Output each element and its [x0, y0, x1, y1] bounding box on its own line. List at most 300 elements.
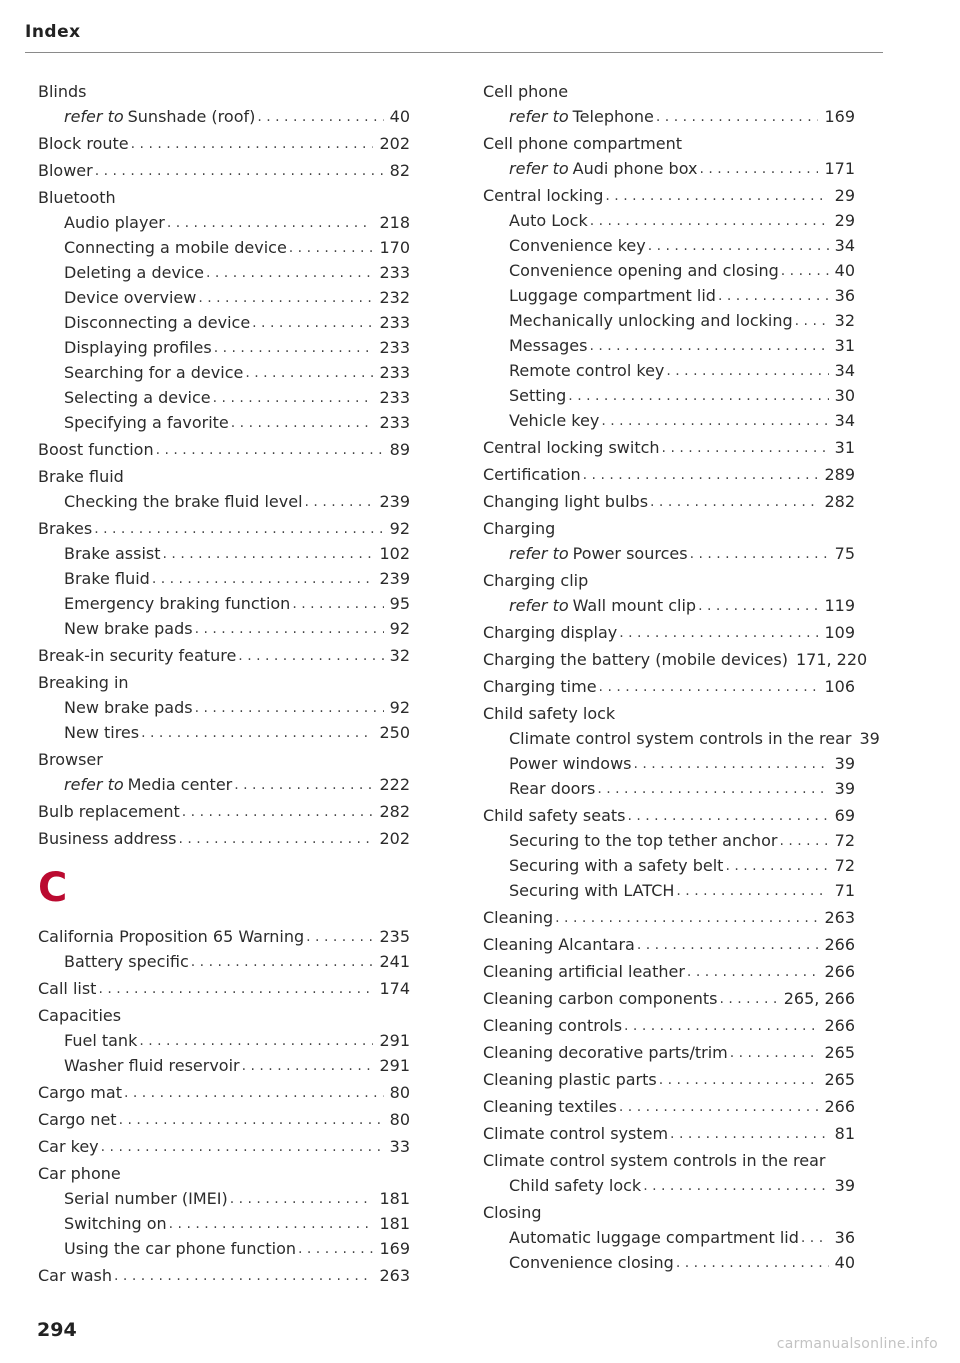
entry-text: Child safety lock — [483, 704, 616, 723]
index-heading — [38, 743, 410, 770]
entry-text: Vehicle key — [509, 411, 600, 430]
dot-leader — [101, 1137, 384, 1157]
index-subentry — [483, 281, 855, 306]
entry-page-number: 291 — [379, 1056, 410, 1075]
entry-text: Automatic luggage compartment lid — [509, 1228, 799, 1247]
entry-term — [483, 677, 597, 697]
index-column-left — [38, 75, 410, 1286]
watermark: carmanualsonline.info — [776, 1336, 938, 1352]
entry-term — [64, 492, 303, 512]
dot-leader — [656, 107, 819, 127]
entry-page-number: 36 — [834, 1228, 855, 1247]
index-entry — [38, 433, 410, 460]
entry-text: Audio player — [64, 213, 165, 232]
entry-term — [64, 263, 204, 283]
dot-leader — [230, 1189, 374, 1209]
section-letter — [38, 849, 410, 920]
entry-text: Auto Lock — [509, 211, 588, 230]
entry-term — [509, 236, 646, 256]
entry-text: Break-in security feature — [38, 646, 237, 665]
entry-term — [38, 1083, 122, 1103]
entry-term — [38, 1164, 121, 1184]
entry-text: Browser — [38, 750, 103, 769]
refer-to-label: refer to — [509, 107, 569, 126]
dot-leader — [662, 438, 829, 458]
entry-page-number: 31 — [834, 438, 855, 457]
page-number: 294 — [37, 1319, 77, 1341]
entry-term — [38, 829, 177, 849]
entry-page-number: 92 — [389, 619, 410, 638]
entry-text: New brake pads — [64, 698, 193, 717]
entry-text: Central locking switch — [483, 438, 660, 457]
entry-term — [38, 519, 92, 539]
index-entry — [483, 431, 855, 458]
index-entry — [483, 1117, 855, 1144]
index-entry — [38, 639, 410, 666]
entry-text: Rear doors — [509, 779, 596, 798]
entry-page-number: 39 — [834, 1176, 855, 1195]
entry-term — [64, 288, 196, 308]
entry-term — [38, 188, 116, 208]
index-heading — [483, 75, 855, 102]
index-entry — [483, 616, 855, 643]
entry-page-number: 34 — [834, 361, 855, 380]
entry-term — [38, 1006, 121, 1026]
entry-term — [509, 311, 793, 331]
entry-text: Fuel tank — [64, 1031, 138, 1050]
entry-term — [38, 134, 129, 154]
entry-text: Cleaning decorative parts/trim — [483, 1043, 728, 1062]
entry-term — [64, 363, 243, 383]
entry-text: Device overview — [64, 288, 197, 307]
entry-page-number: 29 — [834, 186, 855, 205]
entry-page-number: 282 — [379, 802, 410, 821]
entry-text: Child safety seats — [483, 806, 626, 825]
entry-text: Charging display — [483, 623, 618, 642]
entry-text: Power sources — [572, 544, 688, 563]
entry-text: Closing — [483, 1203, 542, 1222]
entry-term — [64, 952, 189, 972]
entry-text: Specifying a favorite — [64, 413, 229, 432]
index-subentry — [38, 283, 410, 308]
index-heading — [38, 1157, 410, 1184]
entry-text: Climate control system controls in the rear — [509, 729, 852, 748]
dot-leader — [779, 831, 828, 851]
entry-text: Luggage compartment lid — [509, 286, 716, 305]
entry-term — [38, 161, 93, 181]
dot-leader — [619, 1097, 819, 1117]
dot-leader — [634, 754, 829, 774]
entry-page-number: 119 — [824, 596, 855, 615]
entry-text: Charging — [483, 519, 556, 538]
entry-page-number: 75 — [834, 544, 855, 563]
dot-leader — [627, 806, 828, 826]
index-entry — [38, 127, 410, 154]
index-subentry — [38, 1026, 410, 1051]
entry-page-number: 80 — [389, 1083, 410, 1102]
dot-leader — [124, 1083, 384, 1103]
dot-leader — [182, 802, 374, 822]
entry-term — [64, 338, 212, 358]
index-subentry — [38, 233, 410, 258]
entry-page-number: 266 — [824, 962, 855, 981]
entry-term — [64, 1214, 167, 1234]
index-subentry — [483, 1248, 855, 1273]
entry-term — [64, 544, 161, 564]
entry-term — [509, 386, 566, 406]
entry-text: Serial number (IMEI) — [64, 1189, 228, 1208]
entry-term — [483, 1043, 728, 1063]
entry-term — [64, 213, 165, 233]
index-subentry — [38, 564, 410, 589]
dot-leader — [619, 623, 818, 643]
entry-page-number: 30 — [834, 386, 855, 405]
dot-leader — [152, 569, 374, 589]
entry-page-number: 72 — [834, 856, 855, 875]
dot-leader — [141, 723, 373, 743]
entry-term — [483, 465, 581, 485]
dot-leader — [719, 989, 777, 1009]
entry-term — [509, 107, 654, 127]
entry-term — [509, 211, 588, 231]
entry-text: Certification — [483, 465, 581, 484]
index-heading — [483, 697, 855, 724]
entry-term — [64, 107, 255, 127]
entry-text: Securing with LATCH — [509, 881, 675, 900]
entry-text: Brakes — [38, 519, 93, 538]
index-heading — [483, 512, 855, 539]
index-entry — [483, 901, 855, 928]
entry-text: Cleaning carbon components — [483, 989, 718, 1008]
entry-term — [38, 979, 96, 999]
refer-to-label: refer to — [64, 107, 124, 126]
dot-leader — [191, 952, 374, 972]
entry-text: Bluetooth — [38, 188, 116, 207]
index-subentry — [483, 774, 855, 799]
entry-page-number: 233 — [379, 313, 410, 332]
entry-page-number: 233 — [379, 338, 410, 357]
entry-text: Cargo net — [38, 1110, 117, 1129]
entry-text: Power windows — [509, 754, 632, 773]
dot-leader — [687, 962, 819, 982]
dot-leader — [601, 411, 828, 431]
dot-leader — [257, 107, 383, 127]
entry-text: Cleaning Alcantara — [483, 935, 635, 954]
dot-leader — [292, 594, 383, 614]
entry-term — [64, 1239, 296, 1259]
entry-text: Washer fluid reservoir — [64, 1056, 240, 1075]
dot-leader — [95, 161, 384, 181]
dot-leader — [231, 413, 374, 433]
entry-term — [483, 989, 717, 1009]
dot-leader — [676, 1253, 829, 1273]
entry-text: Child safety lock — [509, 1176, 642, 1195]
entry-text: Connecting a mobile device — [64, 238, 287, 257]
entry-term — [483, 623, 617, 643]
entry-term — [483, 571, 588, 591]
dot-leader — [690, 544, 829, 564]
index-subentry — [483, 876, 855, 901]
entry-term — [483, 1097, 617, 1117]
entry-text: Convenience opening and closing — [509, 261, 779, 280]
entry-text: Brake assist — [64, 544, 161, 563]
index-subentry — [38, 333, 410, 358]
entry-page-number: 233 — [379, 363, 410, 382]
index-entry — [38, 1103, 410, 1130]
entry-text: Switching on — [64, 1214, 167, 1233]
entry-term — [483, 82, 568, 102]
entry-term — [38, 927, 304, 947]
entry-term — [483, 806, 625, 826]
entry-page-number: 233 — [379, 388, 410, 407]
entry-page-number: 266 — [824, 935, 855, 954]
dot-leader — [670, 1124, 829, 1144]
dot-leader — [597, 779, 828, 799]
entry-term — [509, 779, 595, 799]
index-subentry — [38, 1209, 410, 1234]
entry-term — [38, 440, 154, 460]
entry-page-number: 239 — [379, 492, 410, 511]
entry-term — [483, 650, 788, 670]
entry-text: Charging the battery (mobile devices) — [483, 650, 788, 669]
entry-page-number: 39 — [834, 779, 855, 798]
index-entry — [38, 822, 410, 849]
entry-text: Block route — [38, 134, 129, 153]
refer-to-label: refer to — [509, 159, 569, 178]
dot-leader — [245, 363, 373, 383]
dot-leader — [795, 311, 829, 331]
entry-page-number: 239 — [379, 569, 410, 588]
entry-page-number: 233 — [379, 413, 410, 432]
entry-page-number: 289 — [824, 465, 855, 484]
refer-to-label: refer to — [64, 775, 124, 794]
dot-leader — [648, 236, 829, 256]
entry-page-number: 106 — [824, 677, 855, 696]
entry-page-number: 171, 220 — [795, 650, 868, 669]
entry-text: Cleaning plastic parts — [483, 1070, 657, 1089]
dot-leader — [163, 544, 374, 564]
entry-term — [64, 313, 250, 333]
index-column-right — [483, 75, 880, 1273]
entry-page-number: 202 — [379, 829, 410, 848]
dot-leader — [206, 263, 373, 283]
index-subentry — [483, 154, 855, 179]
index-entry — [483, 799, 855, 826]
entry-text: Cleaning textiles — [483, 1097, 617, 1116]
dot-leader — [589, 336, 828, 356]
dot-leader — [599, 677, 819, 697]
entry-page-number: 181 — [379, 1214, 410, 1233]
dot-leader — [139, 1031, 373, 1051]
dot-leader — [605, 186, 828, 206]
dot-leader — [213, 388, 374, 408]
index-entry — [483, 1090, 855, 1117]
dot-leader — [699, 159, 818, 179]
entry-text: Breaking in — [38, 673, 129, 692]
entry-page-number: 109 — [824, 623, 855, 642]
entry-text: Checking the brake fluid level — [64, 492, 303, 511]
entry-page-number: 218 — [379, 213, 410, 232]
dot-leader — [583, 465, 819, 485]
dot-leader — [289, 238, 374, 258]
entry-page-number: 31 — [834, 336, 855, 355]
dot-leader — [676, 881, 828, 901]
index-subentry — [483, 256, 855, 281]
dot-leader — [195, 619, 384, 639]
entry-term — [38, 1266, 112, 1286]
entry-page-number: 33 — [389, 1137, 410, 1156]
index-subentry — [38, 589, 410, 614]
entry-page-number: 266 — [824, 1097, 855, 1116]
index-heading — [38, 75, 410, 102]
entry-text: Business address — [38, 829, 177, 848]
entry-term — [64, 238, 287, 258]
entry-page-number: 291 — [379, 1031, 410, 1050]
index-subentry — [483, 306, 855, 331]
dot-leader — [725, 856, 828, 876]
dot-leader — [94, 519, 383, 539]
entry-page-number: 81 — [834, 1124, 855, 1143]
entry-term — [509, 159, 697, 179]
entry-page-number: 265, 266 — [783, 989, 855, 1008]
refer-to-label: refer to — [509, 544, 569, 563]
entry-page-number: 92 — [389, 519, 410, 538]
entry-term — [483, 935, 635, 955]
entry-term — [483, 1070, 657, 1090]
index-subentry — [483, 851, 855, 876]
entry-term — [38, 1137, 99, 1157]
index-entry — [483, 670, 855, 697]
entry-page-number: 34 — [834, 411, 855, 430]
entry-text: Cell phone — [483, 82, 569, 101]
dot-leader — [718, 286, 829, 306]
dot-leader — [555, 908, 818, 928]
entry-term — [509, 831, 777, 851]
index-subentry — [38, 1234, 410, 1259]
entry-term — [483, 1151, 825, 1171]
index-entry — [483, 643, 868, 670]
entry-page-number: 235 — [379, 927, 410, 946]
entry-text: Messages — [509, 336, 588, 355]
entry-text: Brake fluid — [64, 569, 150, 588]
entry-text: Battery specific — [64, 952, 189, 971]
entry-page-number: 32 — [389, 646, 410, 665]
index-subentry — [483, 539, 855, 564]
entry-text: Car wash — [38, 1266, 113, 1285]
index-entry — [38, 972, 410, 999]
entry-text: Mechanically unlocking and locking — [509, 311, 793, 330]
entry-page-number: 170 — [379, 238, 410, 257]
dot-leader — [801, 1228, 829, 1248]
entry-term — [483, 1124, 668, 1144]
entry-term — [509, 544, 688, 564]
entry-page-number: 265 — [824, 1070, 855, 1089]
dot-leader — [666, 361, 828, 381]
index-entry — [483, 1009, 855, 1036]
entry-text: Charging time — [483, 677, 597, 696]
index-entry — [483, 982, 855, 1009]
entry-term — [38, 673, 129, 693]
dot-leader — [242, 1056, 374, 1076]
entry-term — [509, 596, 696, 616]
entry-text: Remote control key — [509, 361, 665, 380]
index-heading — [38, 999, 410, 1026]
index-subentry — [38, 693, 410, 718]
entry-text: Setting — [509, 386, 567, 405]
entry-text: Convenience key — [509, 236, 646, 255]
dot-leader — [643, 1176, 828, 1196]
entry-page-number: 102 — [379, 544, 410, 563]
entry-term — [483, 1016, 622, 1036]
entry-term — [38, 802, 180, 822]
entry-text: California Proposition 65 Warning — [38, 927, 305, 946]
index-heading — [483, 1144, 855, 1171]
index-heading — [483, 127, 855, 154]
index-subentry — [483, 381, 855, 406]
entry-term — [38, 82, 87, 102]
entry-page-number: 80 — [389, 1110, 410, 1129]
entry-page-number: 263 — [379, 1266, 410, 1285]
entry-page-number: 40 — [834, 261, 855, 280]
index-entry — [483, 1036, 855, 1063]
entry-text: Brake fluid — [38, 467, 124, 486]
entry-page-number: 39 — [859, 729, 880, 748]
entry-term — [509, 754, 632, 774]
entry-text: Deleting a device — [64, 263, 204, 282]
entry-term — [483, 492, 648, 512]
dot-leader — [252, 313, 373, 333]
dot-leader — [114, 1266, 373, 1286]
entry-term — [509, 856, 723, 876]
entry-term — [483, 134, 682, 154]
entry-text: Wall mount clip — [572, 596, 697, 615]
dot-leader — [179, 829, 374, 849]
entry-text: Blower — [38, 161, 93, 180]
entry-term — [509, 1176, 641, 1196]
entry-text: Using the car phone function — [64, 1239, 296, 1258]
index-subentry — [38, 770, 410, 795]
entry-page-number: 222 — [379, 775, 410, 794]
index-entry — [483, 458, 855, 485]
entry-term — [483, 186, 603, 206]
entry-term — [483, 962, 685, 982]
page-header — [25, 22, 883, 53]
entry-page-number: 32 — [834, 311, 855, 330]
entry-text: Searching for a device — [64, 363, 244, 382]
entry-text: Selecting a device — [64, 388, 211, 407]
index-subentry — [483, 591, 855, 616]
entry-page-number: 40 — [834, 1253, 855, 1272]
entry-term — [483, 908, 553, 928]
entry-term — [509, 1228, 799, 1248]
entry-page-number: 232 — [379, 288, 410, 307]
index-subentry — [38, 614, 410, 639]
index-subentry — [483, 206, 855, 231]
entry-text: Capacities — [38, 1006, 122, 1025]
dot-leader — [214, 338, 374, 358]
dot-leader — [568, 386, 828, 406]
index-subentry — [38, 308, 410, 333]
index-subentry — [483, 102, 855, 127]
entry-term — [64, 569, 150, 589]
entry-page-number: 263 — [824, 908, 855, 927]
index-entry — [483, 485, 855, 512]
entry-term — [509, 286, 716, 306]
index-heading — [38, 460, 410, 487]
index-entry — [38, 1259, 410, 1286]
index-entry — [38, 920, 410, 947]
index-subentry — [38, 718, 410, 743]
